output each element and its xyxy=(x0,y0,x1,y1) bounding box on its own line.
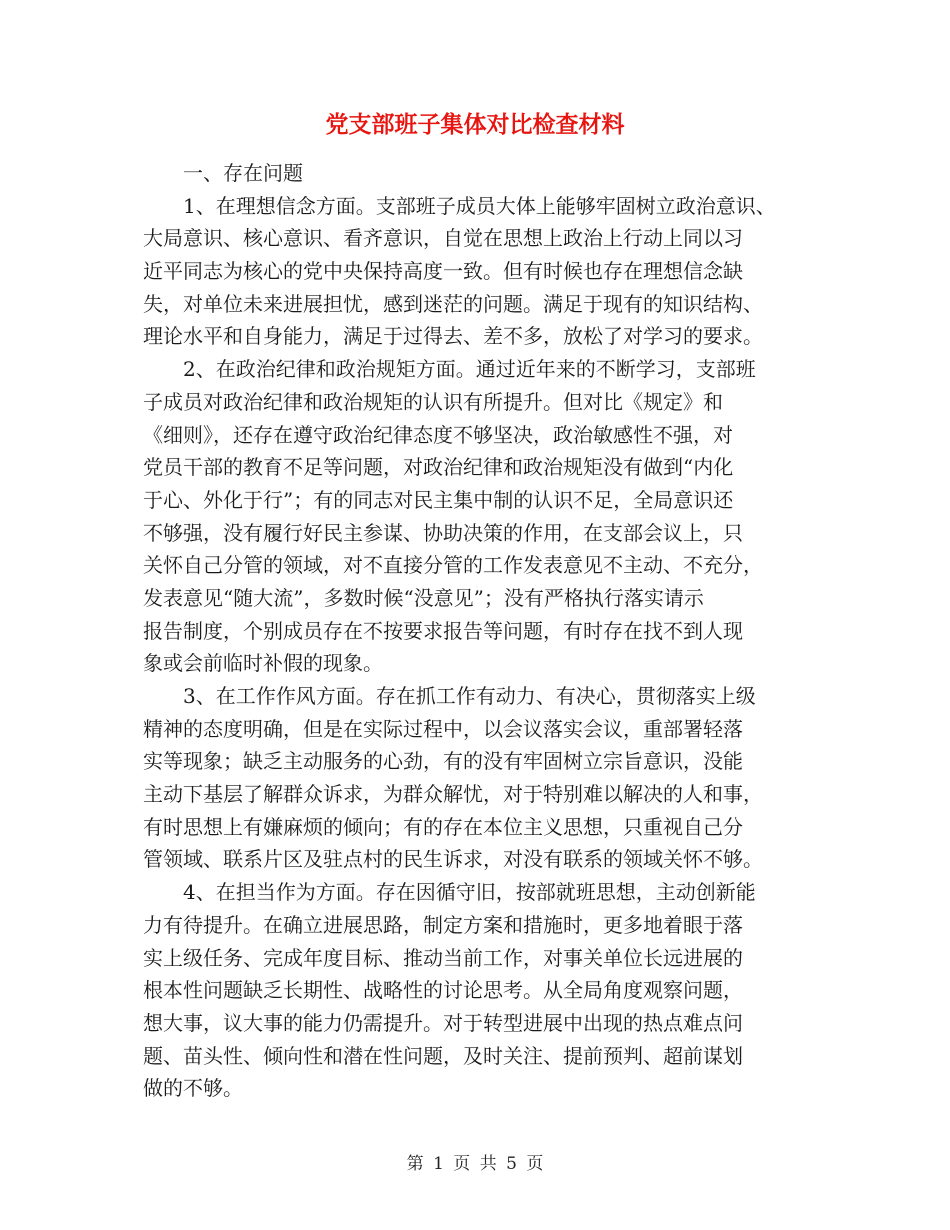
paragraph-line: 做的不够。 xyxy=(143,1076,243,1101)
paragraph-line: 报告制度，个别成员存在不按要求报告等问题，有时存在找不到人现 xyxy=(143,618,743,643)
paragraph-line: 理论水平和自身能力，满足于过得去、差不多，放松了对学习的要求。 xyxy=(143,324,763,349)
paragraph-line: 主动下基层了解群众诉求，为群众解忧，对于特别难以解决的人和事， xyxy=(143,782,763,807)
paragraph-line: 失，对单位未来进展担忧，感到迷茫的问题。满足于现有的知识结构、 xyxy=(143,291,763,316)
section-heading: 一、存在问题 xyxy=(183,161,303,185)
paragraph-line: 3、在工作作风方面。存在抓工作有动力、有决心，贯彻落实上级 xyxy=(183,684,756,708)
paragraph-line: 力有待提升。在确立进展思路，制定方案和措施时，更多地着眼于落 xyxy=(143,912,743,937)
paragraph-line: 实上级任务、完成年度目标、推动当前工作，对事关单位长远进展的 xyxy=(143,945,743,970)
paragraph-line: 关怀自己分管的领域，对不直接分管的工作发表意见不主动、不充分， xyxy=(143,553,763,578)
paragraph-line: 不够强，没有履行好民主参谋、协助决策的作用，在支部会议上，只 xyxy=(143,520,743,545)
paragraph-line: 管领域、联系片区及驻点村的民生诉求，对没有联系的领域关怀不够。 xyxy=(143,847,763,872)
paragraph-line: 有时思想上有嫌麻烦的倾向；有的存在本位主义思想，只重视自己分 xyxy=(143,814,743,839)
paragraph-line: 发表意见“随大流”，多数时候“没意见”；没有严格执行落实请示 xyxy=(143,585,704,610)
paragraph-line: 1、在理想信念方面。支部班子成员大体上能够牢固树立政治意识、 xyxy=(183,193,776,218)
paragraph-line: 子成员对政治纪律和政治规矩的认识有所提升。但对比《规定》和 xyxy=(143,389,723,414)
page-footer: 第 1 页 共 5 页 xyxy=(406,1154,544,1174)
paragraph-line: 于心、外化于行”；有的同志对民主集中制的认识不足，全局意识还 xyxy=(143,487,734,512)
paragraph-line: 《细则》，还存在遵守政治纪律态度不够坚决，政治敏感性不强，对 xyxy=(143,422,733,447)
paragraph-line: 4、在担当作为方面。存在因循守旧，按部就班思想，主动创新能 xyxy=(183,880,756,905)
paragraph-line: 精神的态度明确，但是在实际过程中，以会议落实会议，重部署轻落 xyxy=(143,716,743,741)
paragraph-line: 实等现象；缺乏主动服务的心劲，有的没有牢固树立宗旨意识，没能 xyxy=(143,749,743,774)
paragraph-line: 近平同志为核心的党中央保持高度一致。但有时候也存在理想信念缺 xyxy=(143,259,743,284)
paragraph-line: 想大事，议大事的能力仍需提升。对于转型进展中出现的热点难点问 xyxy=(143,1010,743,1035)
paragraph-line: 2、在政治纪律和政治规矩方面。通过近年来的不断学习，支部班 xyxy=(183,357,756,382)
paragraph-line: 大局意识、核心意识、看齐意识，自觉在思想上政治上行动上同以习 xyxy=(143,226,743,251)
document-body xyxy=(143,157,833,1105)
paragraph-line: 党员干部的教育不足等问题，对政治纪律和政治规矩没有做到“内化 xyxy=(143,455,734,480)
document-title: 党支部班子集体对比检查材料 xyxy=(325,111,625,138)
paragraph-line: 根本性问题缺乏长期性、战略性的讨论思考。从全局角度观察问题， xyxy=(143,978,743,1003)
paragraph-line: 题、苗头性、倾向性和潜在性问题，及时关注、提前预判、超前谋划 xyxy=(143,1043,743,1068)
paragraph-line: 象或会前临时补假的现象。 xyxy=(143,651,383,676)
